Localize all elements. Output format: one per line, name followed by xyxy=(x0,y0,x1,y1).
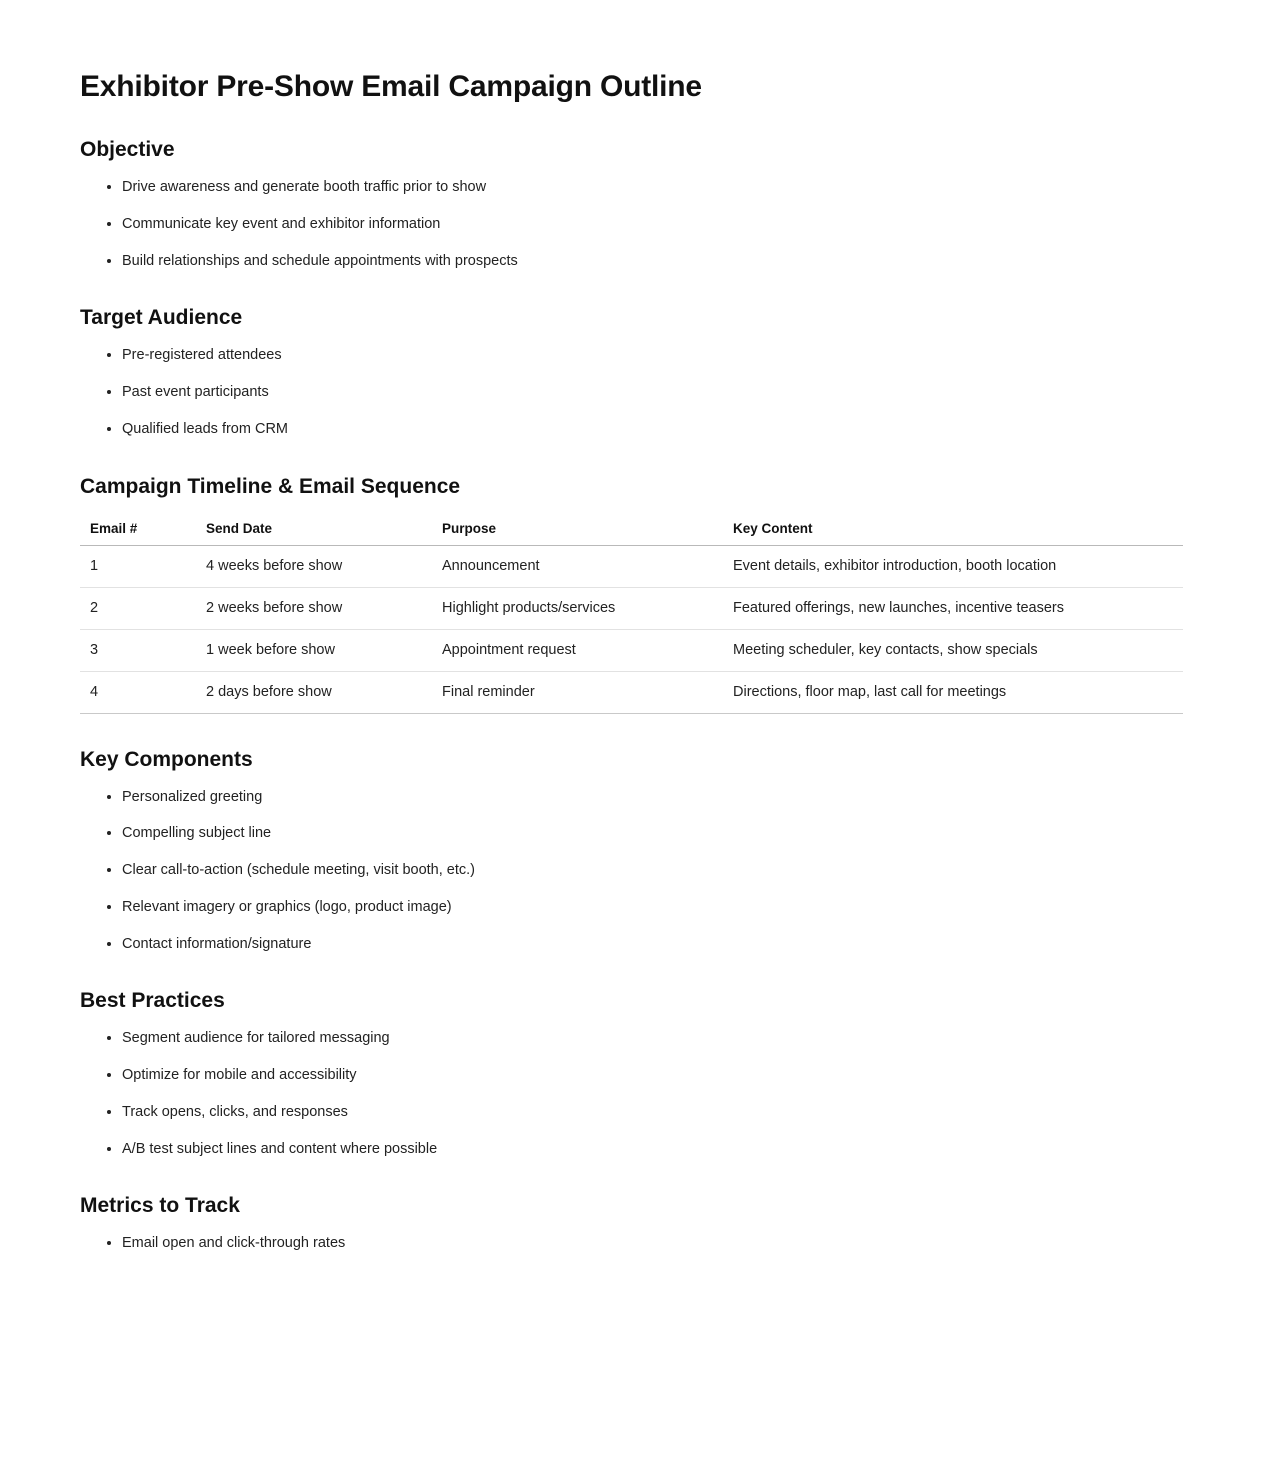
cell-email-number: 1 xyxy=(80,545,196,587)
table-row xyxy=(80,671,1183,713)
list-item: • Build relationships and schedule appointments with prospects xyxy=(122,250,1183,273)
column-header-purpose: Purpose xyxy=(432,513,723,546)
cell-key-content: Meeting scheduler, key contacts, show specials xyxy=(723,629,1183,671)
column-header-key-content: Key Content xyxy=(723,513,1183,546)
section-campaign-timeline xyxy=(80,475,1183,714)
section-heading-metrics-to-track: Metrics to Track xyxy=(80,1194,240,1218)
list-item: • Past event participants xyxy=(122,381,1183,404)
campaign-timeline-table xyxy=(80,513,1183,714)
list-item: • Optimize for mobile and accessibility xyxy=(122,1064,1183,1087)
list-item: • Qualified leads from CRM xyxy=(122,418,1183,441)
cell-key-content: Event details, exhibitor introduction, booth location xyxy=(723,545,1183,587)
cell-send-date: 2 days before show xyxy=(196,671,432,713)
section-heading-target-audience: Target Audience xyxy=(80,306,243,330)
list-item: • Compelling subject line xyxy=(122,822,1183,845)
column-header-send-date: Send Date xyxy=(196,513,432,546)
list-item: • Segment audience for tailored messaging xyxy=(122,1027,1183,1050)
cell-email-number: 2 xyxy=(80,587,196,629)
list-item: • Email open and click-through rates xyxy=(122,1232,1183,1255)
section-best-practices xyxy=(80,989,1183,1160)
list-item: • Relevant imagery or graphics (logo, product image) xyxy=(122,896,1183,919)
cell-email-number: 3 xyxy=(80,629,196,671)
list-item: • Clear call-to-action (schedule meeting, visit booth, etc.) xyxy=(122,859,1183,882)
table-header-row xyxy=(80,513,1183,546)
cell-purpose: Appointment request xyxy=(432,629,723,671)
cell-send-date: 2 weeks before show xyxy=(196,587,432,629)
cell-key-content: Featured offerings, new launches, incentive teasers xyxy=(723,587,1183,629)
cell-email-number: 4 xyxy=(80,671,196,713)
list-item: • Track opens, clicks, and responses xyxy=(122,1101,1183,1124)
list-item: • Personalized greeting xyxy=(122,786,1183,809)
column-header-email-number: Email # xyxy=(80,513,196,546)
target-audience-list xyxy=(80,344,1183,440)
list-item: • Pre-registered attendees xyxy=(122,344,1183,367)
section-objective xyxy=(80,138,1183,272)
table-row xyxy=(80,587,1183,629)
section-heading-objective: Objective xyxy=(80,138,175,161)
section-target-audience xyxy=(80,306,1183,440)
page-title: Exhibitor Pre-Show Email Campaign Outline xyxy=(80,70,702,103)
cell-key-content: Directions, floor map, last call for meetings xyxy=(723,671,1183,713)
cell-purpose: Highlight products/services xyxy=(432,587,723,629)
list-item: • Contact information/signature xyxy=(122,933,1183,956)
cell-send-date: 4 weeks before show xyxy=(196,545,432,587)
section-metrics-to-track xyxy=(80,1194,1183,1255)
cell-send-date: 1 week before show xyxy=(196,629,432,671)
list-item: • A/B test subject lines and content where possible xyxy=(122,1138,1183,1161)
section-key-components xyxy=(80,748,1183,956)
section-heading-best-practices: Best Practices xyxy=(80,989,225,1013)
metrics-list xyxy=(80,1232,1183,1255)
objective-list xyxy=(80,176,1183,272)
cell-purpose: Announcement xyxy=(432,545,723,587)
table-row xyxy=(80,629,1183,671)
cell-purpose: Final reminder xyxy=(432,671,723,713)
list-item: • Communicate key event and exhibitor information xyxy=(122,213,1183,236)
section-heading-key-components: Key Components xyxy=(80,747,253,771)
table-row xyxy=(80,545,1183,587)
list-item: • Drive awareness and generate booth traffic prior to show xyxy=(122,176,1183,199)
best-practices-list xyxy=(80,1027,1183,1160)
key-components-list xyxy=(80,786,1183,956)
section-heading-campaign-timeline: Campaign Timeline & Email Sequence xyxy=(80,474,461,498)
